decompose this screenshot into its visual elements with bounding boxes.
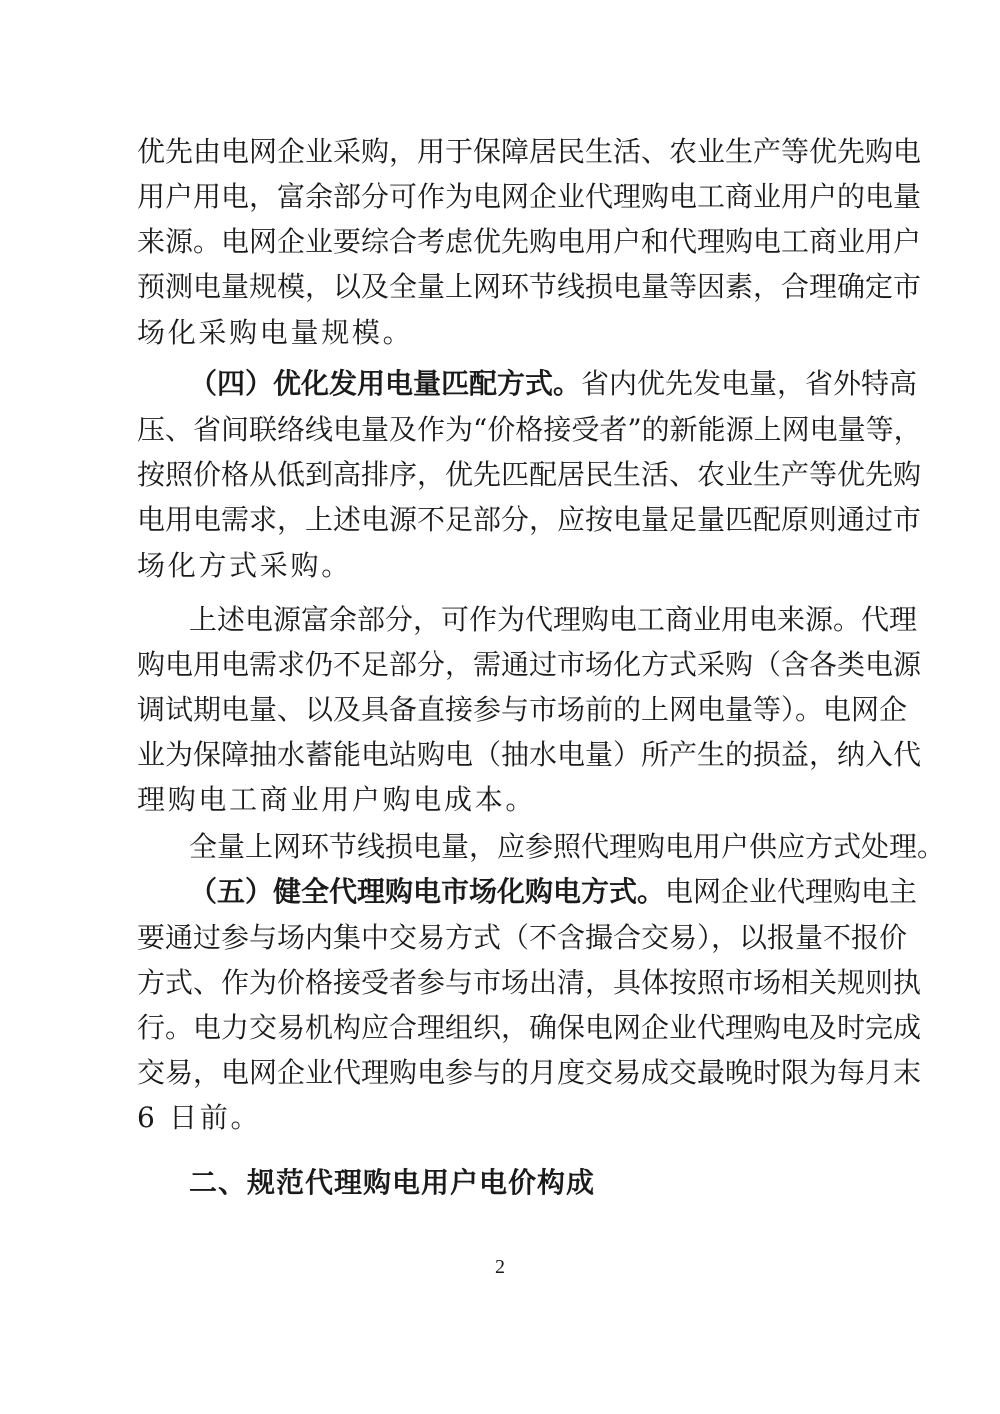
text-span: 省内优先发电量，省外特高 xyxy=(581,367,918,400)
text-line: 场化采购电量规模。 xyxy=(137,316,414,349)
text-line: 电用电需求，上述电源不足部分，应按电量足量匹配原则通过市 xyxy=(137,503,922,536)
text-line: 场化方式采购。 xyxy=(137,549,352,582)
text-span: 电网企业代理购电主 xyxy=(665,875,918,908)
subsection-4-title: （四）优化发用电量匹配方式。 xyxy=(189,367,582,400)
text-line: 6 日前。 xyxy=(137,1101,262,1134)
text-line: 全量上网环节线损电量，应参照代理购电用户供应方式处理。 xyxy=(189,830,946,863)
text-line: 预测电量规模，以及全量上网环节线损电量等因素，合理确定市 xyxy=(137,270,922,303)
page-number: 2 xyxy=(495,1256,505,1278)
text-line: 购电用电需求仍不足部分，需通过市场化方式采购（含各类电源 xyxy=(137,648,922,681)
text-line: 压、省间联络线电量及作为“价格接受者”的新能源上网电量等， xyxy=(137,413,922,446)
subsection-5-line xyxy=(189,872,918,912)
text-line: 理购电工商业用户购电成本。 xyxy=(137,783,537,816)
text-line: 方式、作为价格接受者参与市场出清，具体按照市场相关规则执 xyxy=(137,966,922,999)
text-line: 交易，电网企业代理购电参与的月度交易成交最晚时限为每月末 xyxy=(137,1056,922,1089)
text-line: 调试期电量、以及具备直接参与市场前的上网电量等）。电网企 xyxy=(137,693,908,726)
subsection-4-line xyxy=(189,364,918,404)
text-line: 上述电源富余部分，可作为代理购电工商业用电来源。代理 xyxy=(189,603,918,636)
text-line: 行。电力交易机构应合理组织，确保电网企业代理购电及时完成 xyxy=(137,1011,922,1044)
text-line: 优先由电网企业采购，用于保障居民生活、农业生产等优先购电 xyxy=(137,135,922,168)
text-line: 业为保障抽水蓄能电站购电（抽水电量）所产生的损益，纳入代 xyxy=(137,738,922,771)
text-line: 按照价格从低到高排序，优先匹配居民生活、农业生产等优先购 xyxy=(137,458,922,491)
subsection-5-title: （五）健全代理购电市场化购电方式。 xyxy=(189,875,666,908)
text-line: 要通过参与场内集中交易方式（不含撮合交易），以报量不报价 xyxy=(137,921,908,954)
text-line: 用户用电，富余部分可作为电网企业代理购电工商业用户的电量 xyxy=(137,180,922,213)
section-heading: 二、规范代理购电用户电价构成 xyxy=(189,1166,596,1199)
text-line: 来源。电网企业要综合考虑优先购电用户和代理购电工商业用户 xyxy=(137,225,922,258)
